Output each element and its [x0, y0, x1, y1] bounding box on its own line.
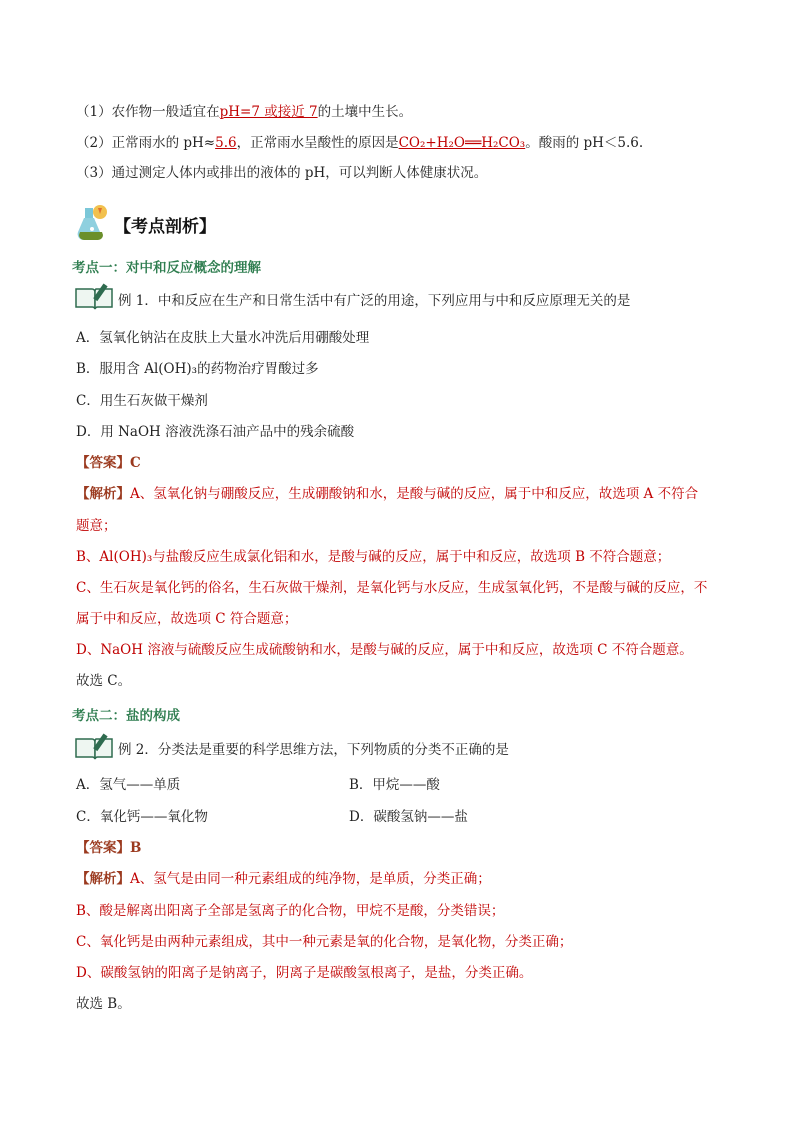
text: 的土壤中生长。 — [317, 104, 413, 120]
example-2-option-d: D．碳酸氢钠——盐 — [349, 809, 468, 825]
example-2-conclusion: 故选 B。 — [76, 996, 131, 1012]
text: 。酸雨的 pH＜5.6. — [525, 135, 644, 151]
text: （2）正常雨水的 pH≈ — [76, 135, 216, 151]
example-1-option-d: D．用 NaOH 溶液洗涤石油产品中的残余硫酸 — [76, 424, 355, 440]
text: （1）农作物一般适宜在 — [76, 104, 220, 120]
text: ，正常雨水呈酸性的原因是 — [236, 135, 399, 151]
example-2-question: 例 2．分类法是重要的科学思维方法，下列物质的分类不正确的是 — [118, 742, 509, 758]
example-1-analysis-line-3: B、Al(OH)₃与盐酸反应生成氯化铝和水，是酸与碱的反应，属于中和反应，故选项 B 不符合题意； — [76, 549, 671, 565]
example-2-analysis-line-4: D、碳酸氢钠的阳离子是钠离子，阴离子是碳酸氢根离子，是盐，分类正确。 — [76, 965, 533, 981]
answer-label: 【答案】 — [76, 840, 130, 856]
underlined-answer: pH=7 或接近 7 — [219, 104, 318, 120]
example-1-analysis-line-1 — [76, 485, 698, 503]
example-2-option-b: B．甲烷——酸 — [349, 777, 440, 793]
answer-value: B — [130, 840, 142, 856]
example-2-analysis-line-2: B、酸是解离出阳离子全部是氢离子的化合物，甲烷不是酸，分类错误； — [76, 903, 505, 919]
example-2-analysis-line-1 — [76, 870, 491, 888]
intro-line-2 — [76, 134, 643, 152]
example-1-analysis-line-5: 属于中和反应，故选项 C 符合题意； — [76, 611, 298, 627]
example-2-analysis-line-3: C、氧化钙是由两种元素组成，其中一种元素是氧的化合物，是氧化物，分类正确； — [76, 934, 573, 950]
flask-icon — [76, 202, 112, 242]
intro-line-1 — [76, 103, 412, 121]
underlined-answer: 5.6 — [215, 135, 237, 151]
example-1-analysis-line-4: C、生石灰是氧化钙的俗名，生石灰做干燥剂，是氧化钙与水反应，生成氢氧化钙，不是酸与碱的反应，不 — [76, 580, 708, 596]
book-pencil-icon — [74, 733, 114, 761]
kaodian-1-title: 考点一：对中和反应概念的理解 — [72, 260, 261, 276]
section-title: 【考点剖析】 — [114, 217, 216, 237]
intro-line-3: （3）通过测定人体内或排出的液体的 pH，可以判断人体健康状况。 — [76, 165, 488, 181]
example-1-answer — [76, 454, 141, 472]
example-2-option-c: C．氧化钙——氧化物 — [76, 809, 208, 825]
kaodian-2-title: 考点二：盐的构成 — [72, 708, 180, 724]
example-1-conclusion: 故选 C。 — [76, 673, 132, 689]
answer-label: 【答案】 — [76, 455, 130, 471]
answer-value: C — [130, 455, 141, 471]
example-1-analysis-line-6: D、NaOH 溶液与硫酸反应生成硫酸钠和水，是酸与碱的反应，属于中和反应，故选项 C 不符合题意。 — [76, 642, 693, 658]
analysis-text: A、氢气是由同一种元素组成的纯净物，是单质，分类正确； — [130, 871, 491, 887]
example-1-analysis-line-2: 题意； — [76, 518, 117, 534]
example-2-option-a: A．氢气——单质 — [76, 777, 181, 793]
analysis-label: 【解析】 — [76, 486, 130, 502]
example-1-question: 例 1．中和反应在生产和日常生活中有广泛的用途，下列应用与中和反应原理无关的是 — [118, 293, 631, 309]
example-1-option-c: C．用生石灰做干燥剂 — [76, 393, 208, 409]
analysis-text: A、氢氧化钠与硼酸反应，生成硼酸钠和水，是酸与碱的反应，属于中和反应，故选项 A 不符合 — [130, 486, 699, 502]
example-1-option-b: B．服用含 Al(OH)₃的药物治疗胃酸过多 — [76, 361, 319, 377]
analysis-label: 【解析】 — [76, 871, 130, 887]
example-2-answer — [76, 839, 141, 857]
example-1-option-a: A．氢氧化钠沾在皮肤上大量水冲洗后用硼酸处理 — [76, 330, 370, 346]
section-header — [76, 202, 112, 242]
book-pencil-icon — [74, 283, 114, 311]
underlined-equation: CO₂+H₂O══H₂CO₃ — [398, 135, 526, 151]
